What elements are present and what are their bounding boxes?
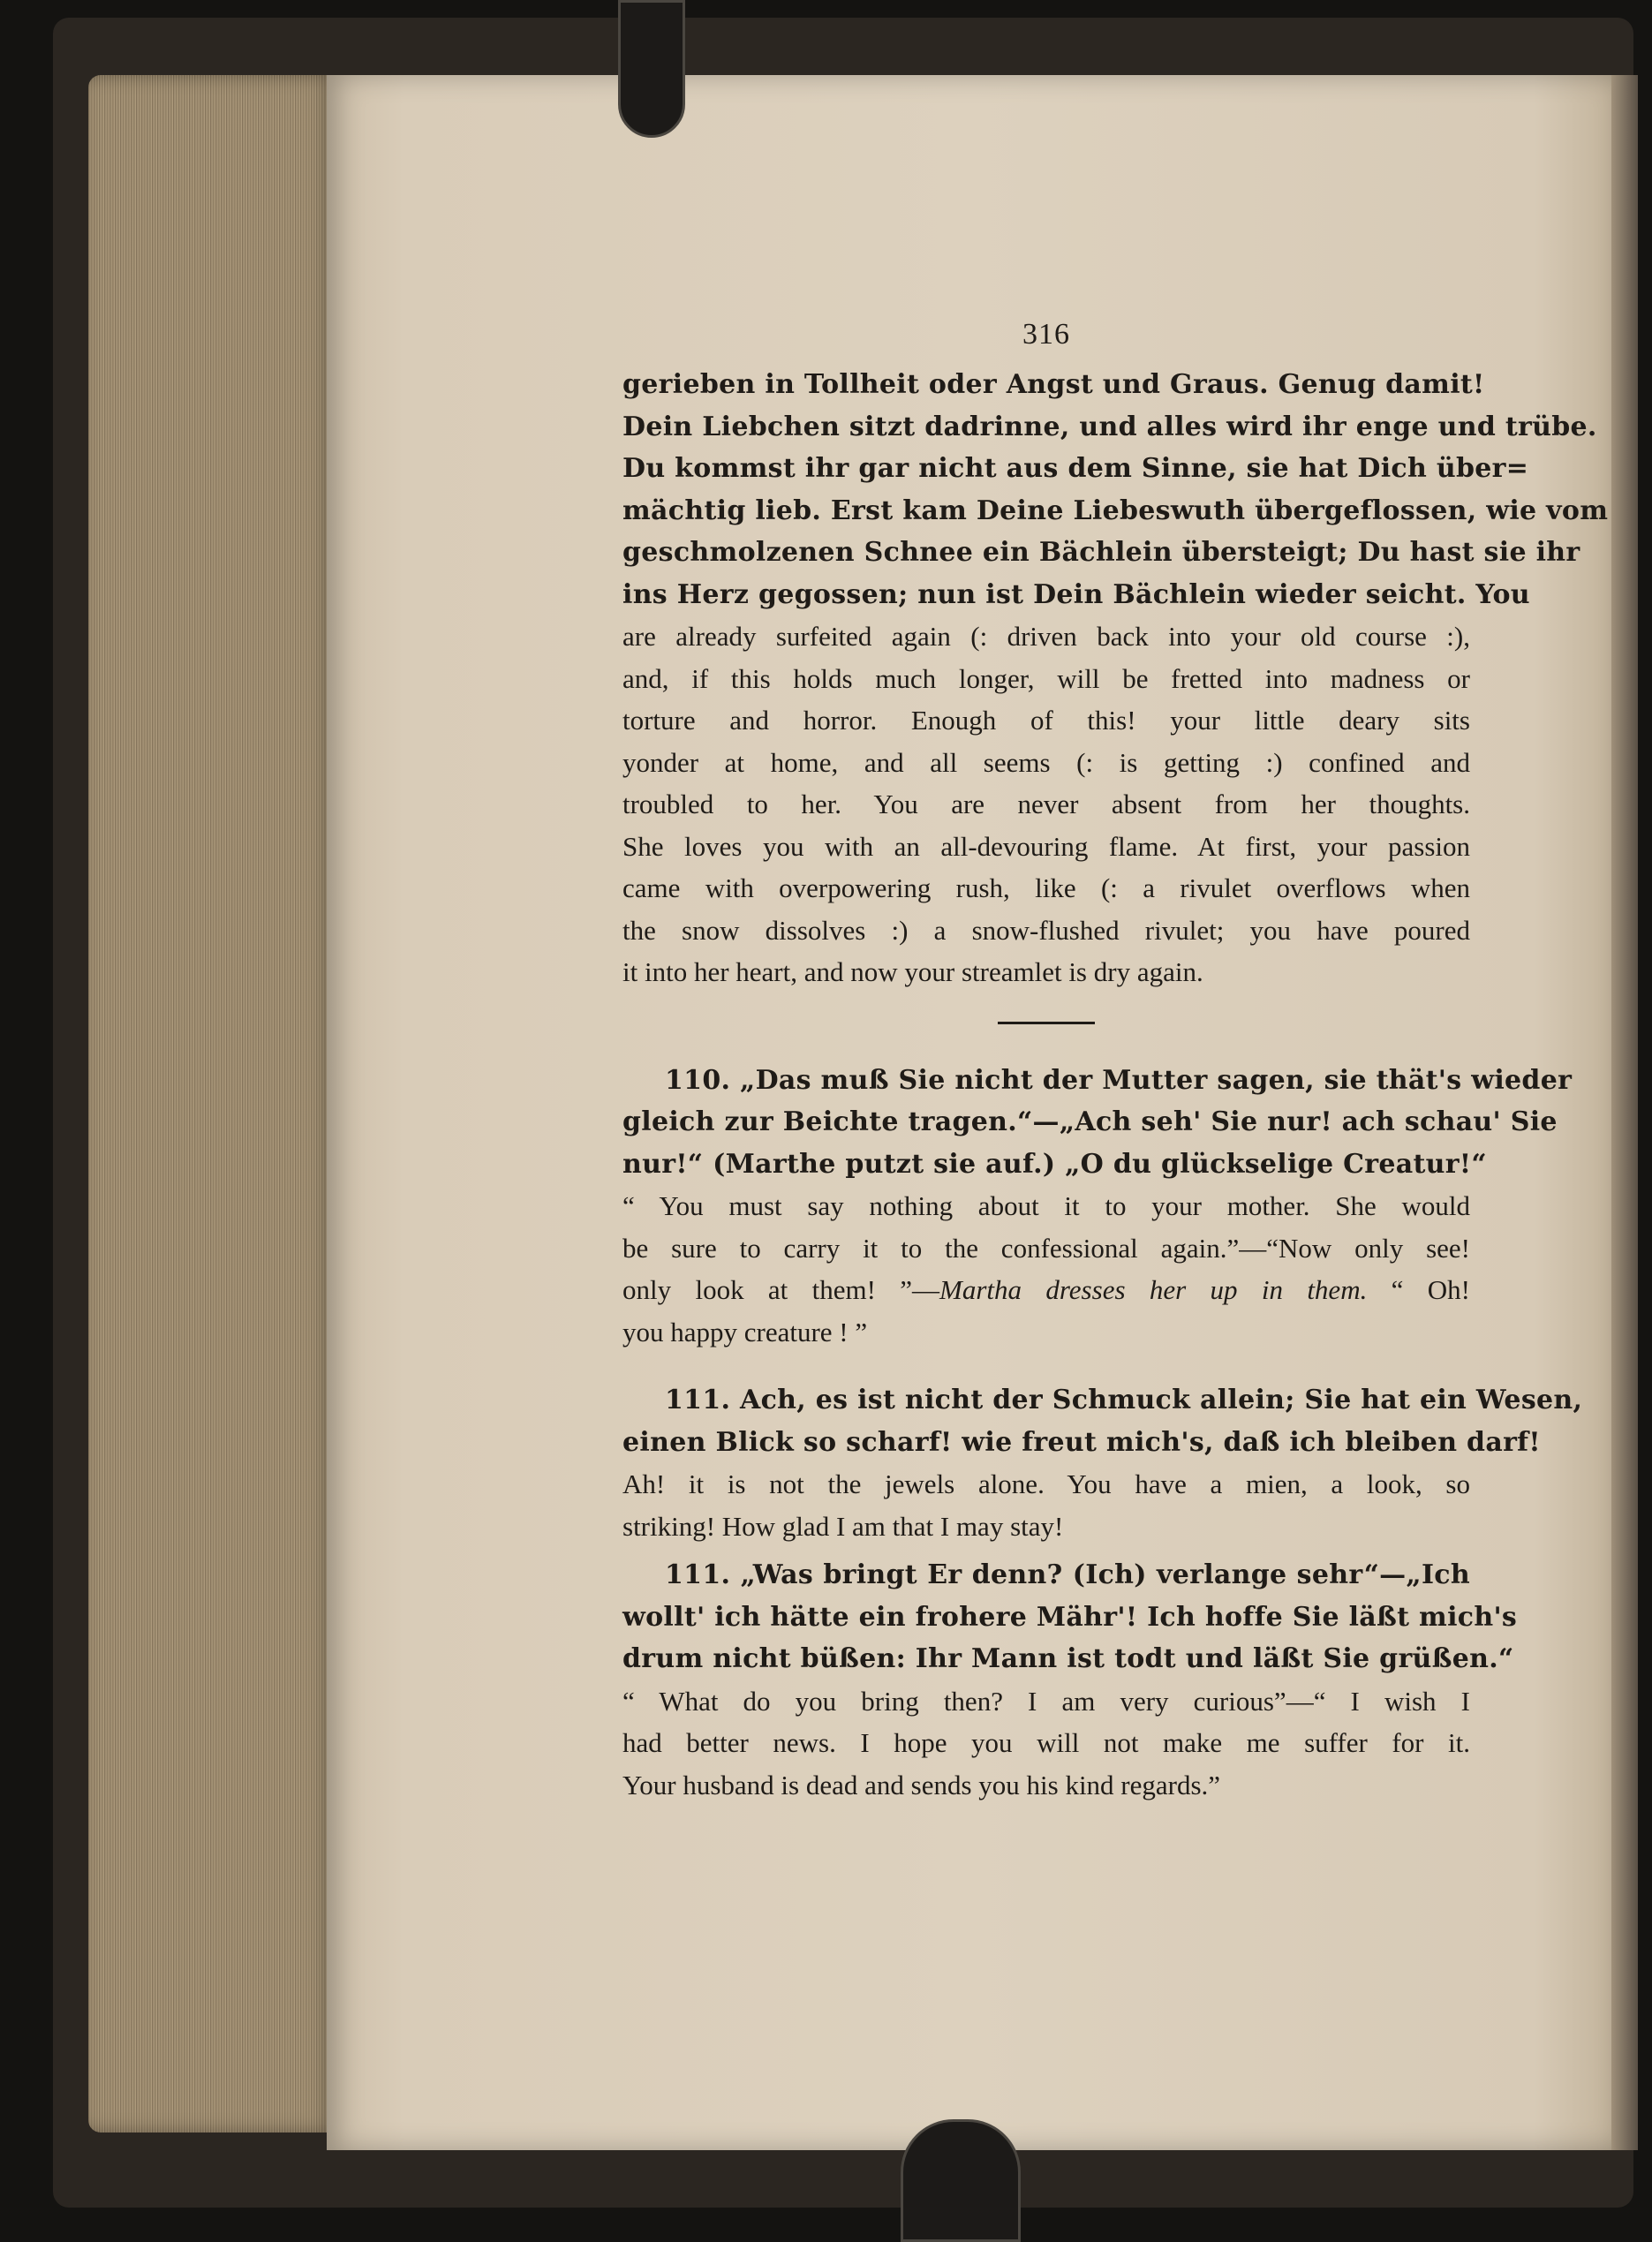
page-number: 316	[1022, 318, 1070, 351]
text-line: ins Herz gegossen; nun ist Dein Bächlein wieder seicht. You	[622, 578, 1530, 610]
text-line: She loves you with an all-devouring flame. At first, your passion	[622, 830, 1470, 862]
paragraph-110	[622, 1060, 1573, 1354]
text-line: you happy creature ! ”	[622, 1316, 868, 1347]
paragraph-111-b	[622, 1554, 1518, 1806]
stage-direction: Martha dresses her up in them.	[939, 1274, 1368, 1305]
text-line: wollt' ich hätte ein frohere Mähr'! Ich hoffe Sie läßt mich's	[622, 1601, 1518, 1633]
text-segment: only look at them! ”—	[622, 1274, 940, 1305]
page-edges	[88, 75, 336, 2133]
text-segment: “ Oh!	[1367, 1274, 1470, 1305]
text-line: it into her heart, and now your streamlet is dry again.	[622, 956, 1203, 987]
text-line: einen Blick so scharf! wie freut mich's, daß ich bleiben darf!	[622, 1426, 1541, 1458]
text-line: Your husband is dead and sends you his kind regards.”	[622, 1769, 1221, 1800]
text-line: and, if this holds much longer, will be fretted into madness or	[622, 662, 1470, 694]
text-line	[622, 1269, 1470, 1311]
page-clip-top	[618, 0, 685, 138]
text-line: striking! How glad I am that I may stay!	[622, 1510, 1064, 1542]
text-line: Ah! it is not the jewels alone. You have a mien, a look, so	[622, 1468, 1470, 1499]
text-line: nur!“ (Marthe putzt sie auf.) „O du glückselige Creatur!“	[622, 1148, 1487, 1180]
text-line: Du kommst ihr gar nicht aus dem Sinne, sie hat Dich über=	[622, 453, 1529, 484]
page-content	[622, 318, 1609, 1806]
text-line: 110. „Das muß Sie nicht der Mutter sagen, sie thät's wieder	[665, 1064, 1573, 1096]
text-line: Dein Liebchen sitzt dadrinne, und alles wird ihr enge und trübe.	[622, 411, 1597, 442]
text-line: gerieben in Tollheit oder Angst und Graus. Genug damit!	[622, 369, 1485, 400]
text-line: drum nicht büßen: Ihr Mann ist todt und läßt Sie grüßen.“	[622, 1643, 1514, 1674]
text-line: the snow dissolves :) a snow-flushed rivulet; you have poured	[622, 914, 1470, 946]
section-divider	[998, 1022, 1095, 1024]
paragraph-1	[622, 364, 1609, 993]
text-line: 111. Ach, es ist nicht der Schmuck allein; Sie hat ein Wesen,	[665, 1385, 1583, 1415]
text-line: 111. „Was bringt Er denn? (Ich) verlange sehr“—„Ich	[665, 1559, 1470, 1590]
text-line: gleich zur Beichte tragen.“—„Ach seh' Sie nur! ach schau' Sie	[622, 1106, 1558, 1137]
text-line: came with overpowering rush, like (: a rivulet overflows when	[622, 872, 1470, 903]
text-line: torture and horror. Enough of this! your little deary sits	[622, 705, 1470, 736]
text-line: be sure to carry it to the confessional again.”—“Now only see!	[622, 1232, 1470, 1264]
opposite-page-edge	[1611, 75, 1638, 2150]
text-line: are already surfeited again (: driven back into your old course :),	[622, 621, 1470, 652]
paragraph-111	[622, 1379, 1583, 1547]
text-line: had better news. I hope you will not make me suffer for it.	[622, 1727, 1470, 1758]
text-line: troubled to her. You are never absent from her thoughts.	[622, 789, 1470, 819]
text-line: mächtig lieb. Erst kam Deine Liebeswuth übergeflossen, wie vom	[622, 494, 1609, 526]
text-line: “ You must say nothing about it to your mother. She would	[622, 1190, 1470, 1221]
text-line: yonder at home, and all seems (: is getting :) confined and	[622, 746, 1470, 778]
page-clip-bottom	[901, 2119, 1021, 2242]
text-line: “ What do you bring then? I am very curious”—“ I wish I	[622, 1685, 1470, 1717]
text-line: geschmolzenen Schnee ein Bächlein übersteigt; Du hast sie ihr	[622, 537, 1580, 568]
